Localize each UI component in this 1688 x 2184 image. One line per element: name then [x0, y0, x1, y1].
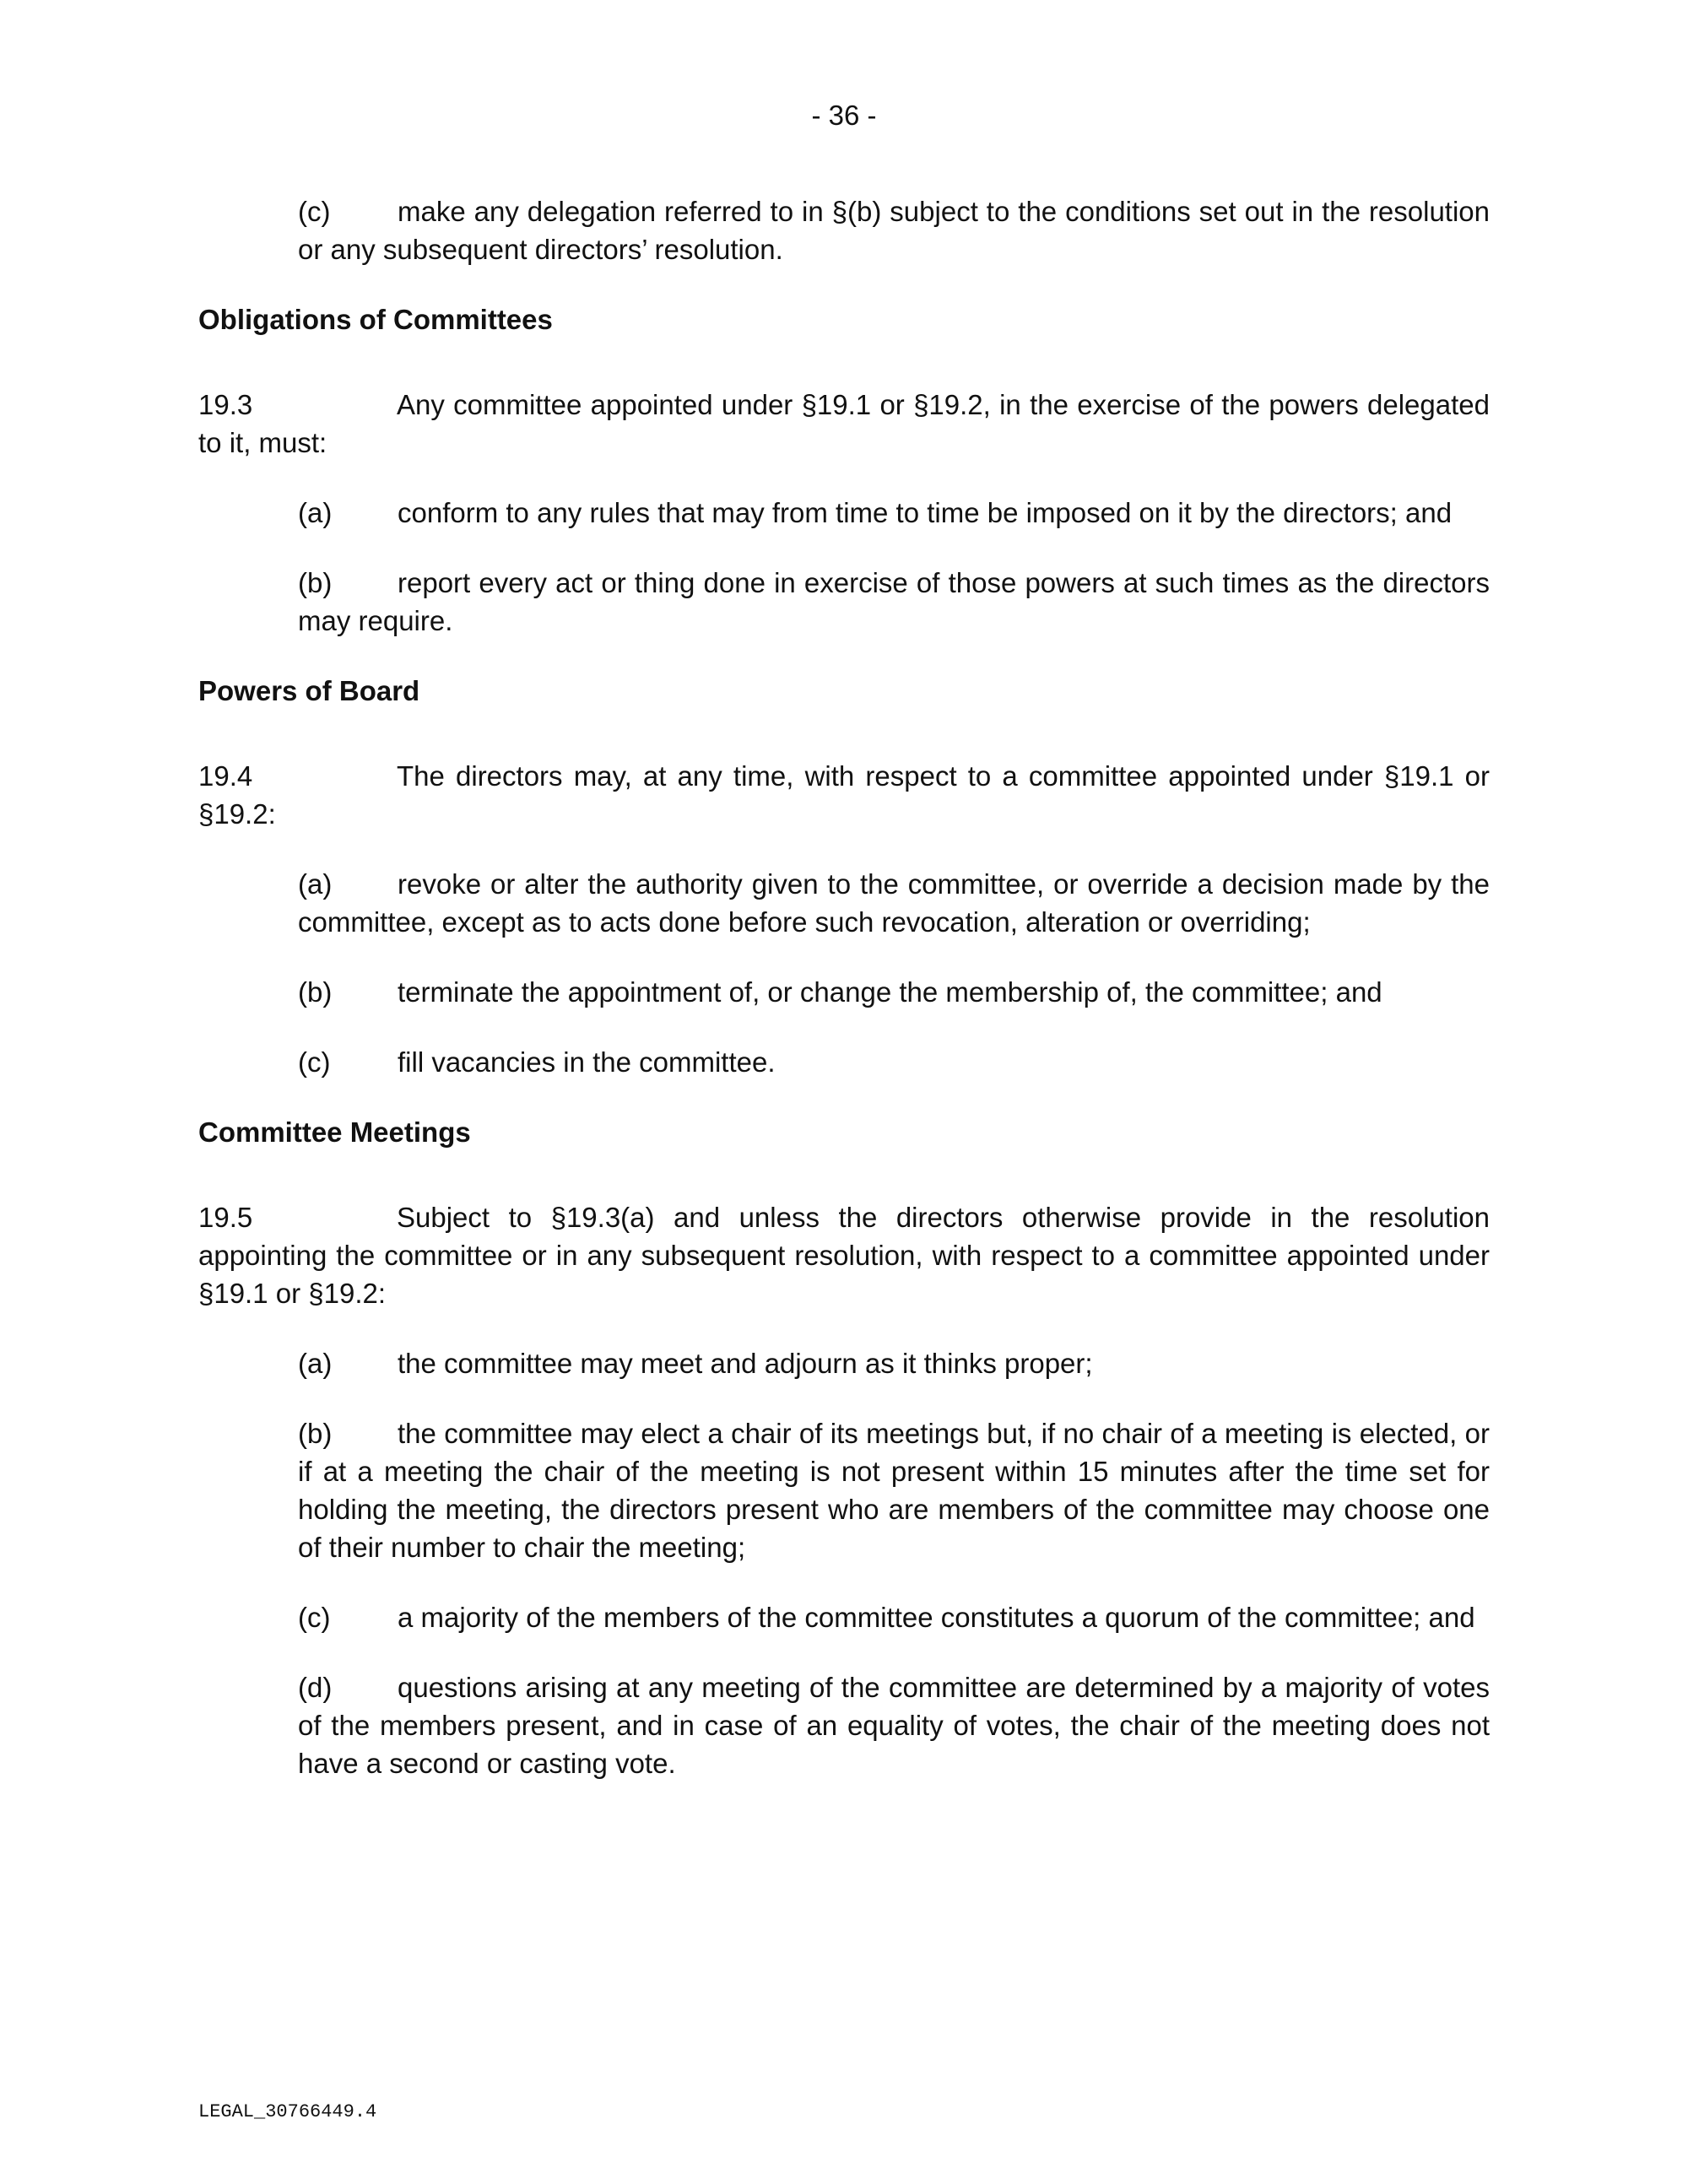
clause-number: 19.4 [198, 760, 253, 792]
clause-label: (c) [298, 196, 331, 227]
clause-text: Any committee appointed under §19.1 or §19.2, in the exercise of the powers delegated to it, must: [198, 389, 1490, 458]
clause-text: the committee may meet and adjourn as it thinks proper; [398, 1348, 1093, 1379]
clause-label: (a) [298, 1348, 333, 1379]
clause-19-3-b [298, 564, 1490, 640]
page-number: - 36 - [811, 100, 877, 131]
clause-text: terminate the appointment of, or change the membership of, the committee; and [398, 976, 1382, 1008]
clause-19-5-c [298, 1598, 1490, 1636]
clause-label: (a) [298, 497, 333, 528]
clause-label: (a) [298, 868, 333, 900]
clause-19-4-a [298, 865, 1490, 941]
clause-19-3 [198, 386, 1490, 462]
clause-19-5-d [298, 1668, 1490, 1782]
clause-label: (b) [298, 567, 333, 598]
section-heading-powers: Powers of Board [198, 675, 420, 706]
clause-19-4 [198, 757, 1490, 833]
clause-19-5-b [298, 1414, 1490, 1566]
clause-text: fill vacancies in the committee. [398, 1046, 776, 1078]
document-body [198, 192, 1490, 1782]
clause-19-4-c [298, 1043, 1490, 1081]
clause-19-3-a [298, 494, 1490, 532]
clause-19-5 [198, 1198, 1490, 1312]
clause-19-4-b [298, 973, 1490, 1011]
clause-text: make any delegation referred to in §(b) subject to the conditions set out in the resolution or any subsequent directors’ resolution. [298, 196, 1490, 265]
clause-text: conform to any rules that may from time to time be imposed on it by the directors; and [398, 497, 1453, 528]
clause-text: report every act or thing done in exercise of those powers at such times as the directors may require. [298, 567, 1490, 636]
clause-number: 19.3 [198, 389, 253, 420]
clause-19-2-c [298, 192, 1490, 268]
clause-label: (c) [298, 1046, 331, 1078]
clause-label: (b) [298, 976, 333, 1008]
section-heading-meetings: Committee Meetings [198, 1116, 471, 1148]
clause-label: (d) [298, 1672, 333, 1703]
clause-text: revoke or alter the authority given to the committee, or override a decision made by the committee, except as to acts done before such revocation, alteration or overriding; [298, 868, 1490, 938]
clause-text: The directors may, at any time, with respect to a committee appointed under §19.1 or §19.2: [198, 760, 1490, 830]
section-heading-obligations: Obligations of Committees [198, 304, 553, 335]
clause-label: (b) [298, 1418, 333, 1449]
clause-19-5-a [298, 1344, 1490, 1382]
document-id-footer: LEGAL_30766449.4 [198, 2101, 377, 2122]
clause-number: 19.5 [198, 1202, 253, 1233]
clause-text: the committee may elect a chair of its meetings but, if no chair of a meeting is elected, or if at a meeting the chair of the meeting is not present within 15 minutes after the time set for holding the meeting, the directors present who are members of the committee may choose one of their number to chair the meeting; [298, 1418, 1490, 1563]
clause-text: a majority of the members of the committee constitutes a quorum of the committee; and [398, 1602, 1475, 1633]
clause-text: Subject to §19.3(a) and unless the directors otherwise provide in the resolution appointing the committee or in any subsequent resolution, with respect to a committee appointed under §19.1 or §19.2: [198, 1202, 1490, 1309]
clause-label: (c) [298, 1602, 331, 1633]
clause-text: questions arising at any meeting of the committee are determined by a majority of votes of the members present, and in case of an equality of votes, the chair of the meeting does not have a second or casting vote. [298, 1672, 1490, 1779]
